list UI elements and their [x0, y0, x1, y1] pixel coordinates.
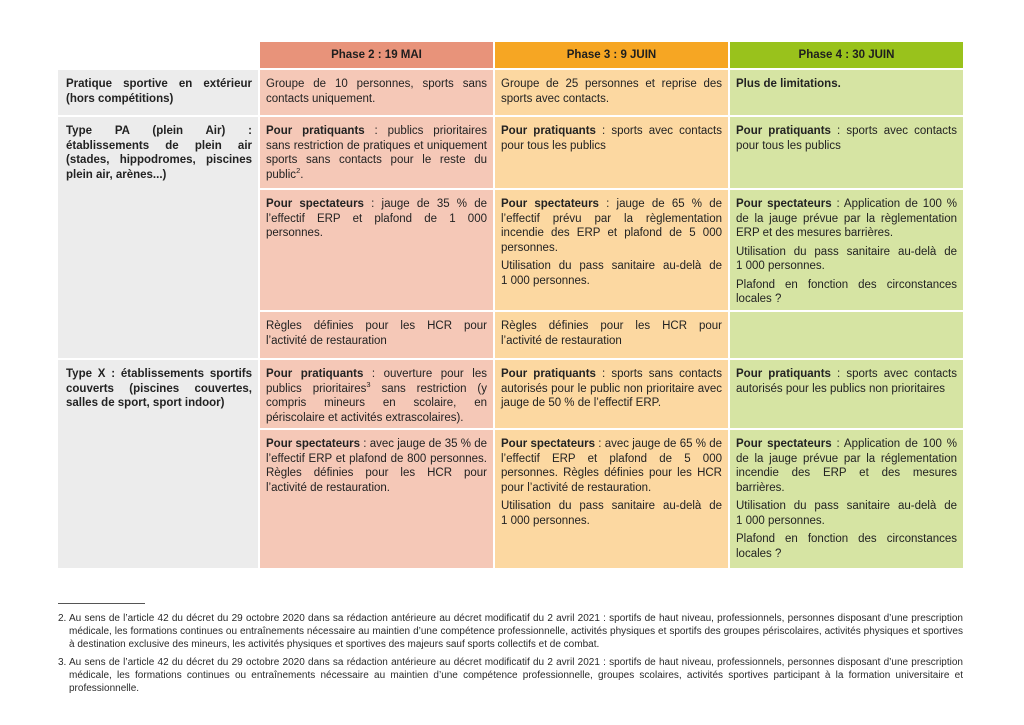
cell-paragraph: [501, 437, 722, 495]
cell-extra-text: Plafond en fonction des circonstances locales ?: [736, 278, 957, 305]
cell-paragraph: [266, 197, 487, 241]
cell-text: : Application de 100 % de la jauge prévue par la réglementation incendie des ERP et des mesures barrières.: [736, 438, 957, 494]
phases-table: [58, 42, 963, 568]
cell-lead: Pour spectateurs: [501, 198, 599, 210]
cell-text: : avec jauge de 35 % de l’effectif ERP et plafond de 800 personnes. Règles définies pour les HCR pour l’activité de restauration.: [266, 438, 488, 494]
cell-paragraph: [266, 437, 487, 495]
cell-x-pratiquants-phase3: [495, 360, 728, 428]
cell-extra-text: Utilisation du pass sanitaire au-delà de 1 000 personnes.: [736, 245, 957, 272]
cell-paragraph: [266, 124, 487, 182]
header-phase3: Phase 3 : 9 JUIN: [495, 42, 728, 68]
footnote-number: 2.: [58, 613, 67, 624]
cell-text: : Application de 100 % de la jauge prévue par la règlementation ERP et des mesures barrières.: [736, 198, 957, 239]
cell-x-spectateurs-phase3: [495, 430, 728, 568]
footnote-text: Au sens de l’article 42 du décret du 29 octobre 2020 dans sa rédaction antérieure au décret modificatif du 2 avril 2021 : sportifs de haut niveau, professionnels, personnes disposant d’une prescription médicale, les formations continues ou entraînements nécessaire au maintien d’une compétence professionnelle, activités physiques et sportifs des groupes périscolaires, activités physiques et sportives à destination exclusive des mineurs, les activités physiques et sportives des majeurs sauf sports collectifs et de combat.: [69, 613, 963, 650]
cell-lead: Pour spectateurs: [266, 438, 361, 450]
cell-text: Groupe de 25 personnes et reprise des sports avec contacts.: [501, 78, 722, 105]
cell-text: : sports avec contacts autorisés pour les publics non prioritaires: [736, 368, 957, 395]
cell-extra-text: Utilisation du pass sanitaire au-delà de 1 000 personnes.: [501, 500, 722, 527]
cell-lead: Pour pratiquants: [501, 125, 596, 137]
cell-x-pratiquants-phase4: [730, 360, 963, 428]
cell-pa-restauration-phase4-empty: [730, 312, 963, 358]
cell-paragraph: [736, 437, 957, 495]
cell-paragraph: [736, 197, 957, 241]
header-corner-empty: [58, 42, 258, 68]
cell-x-pratiquants-phase2: [260, 360, 493, 428]
cell-paragraph: [266, 367, 487, 425]
cell-paragraph: [736, 124, 957, 153]
header-phase4: Phase 4 : 30 JUIN: [730, 42, 963, 68]
cell-pa-pratiquants-phase4: [730, 117, 963, 188]
cell-text: : avec jauge de 65 % de l’effectif ERP et plafond de 5 000 personnes. Règles définies pour les HCR pour l’activité de restauration.: [501, 438, 723, 494]
footnotes: [58, 612, 963, 695]
cell-text: Règles définies pour les HCR pour l’activité de restauration: [266, 320, 487, 347]
cell-pa-restauration-phase2: [260, 312, 493, 358]
cell-pa-spectateurs-phase2: [260, 190, 493, 310]
cell-lead: Pour pratiquants: [266, 368, 364, 380]
cell-text: : sports avec contacts pour tous les publics: [501, 125, 722, 152]
footnote-text: Au sens de l’article 42 du décret du 29 octobre 2020 dans sa rédaction antérieure au décret modificatif du 2 avril 2021 : sportifs de haut niveau, professionnels, personnes disposant d’une prescription médicale, les formations continues ou entraînements nécessaire au maintien d’une compétence professionnelle, groupes scolaires, activités sportives participant à la formation universitaire et professionnelle.: [69, 657, 963, 694]
footnote-number: 3.: [58, 657, 67, 668]
cell-text: : publics prioritaires sans restriction de pratiques et uniquement sports sans contacts pour le reste du public: [266, 125, 487, 181]
cell-lead: Pour pratiquants: [501, 368, 596, 380]
footnote-3: [58, 656, 963, 695]
row-label-type-pa: [58, 117, 258, 358]
cell-text: Plus de limitations.: [736, 78, 841, 90]
cell-pa-pratiquants-phase2: [260, 117, 493, 188]
cell-paragraph: [736, 367, 957, 396]
cell-paragraph: [501, 124, 722, 153]
cell-text-end: .: [300, 168, 304, 181]
cell-pa-spectateurs-phase3: [495, 190, 728, 310]
footnote-2: [58, 612, 963, 651]
header-phase2: Phase 2 : 19 MAI: [260, 42, 493, 68]
cell-x-spectateurs-phase4: [730, 430, 963, 568]
cell-text: Règles définies pour les HCR pour l’activité de restauration: [501, 320, 722, 347]
cell-pa-pratiquants-phase3: [495, 117, 728, 188]
cell-outdoor-phase2: [260, 70, 493, 115]
cell-pa-spectateurs-phase4: [730, 190, 963, 310]
cell-text: : sports avec contacts pour tous les publics: [736, 125, 957, 152]
cell-text: : sports sans contacts autorisés pour le public non prioritaire avec jauge de 50 % de l’effectif ERP.: [501, 368, 722, 409]
cell-paragraph: [501, 197, 722, 255]
cell-x-spectateurs-phase2: [260, 430, 493, 568]
row-label-text: Pratique sportive en extérieur (hors compétitions): [66, 78, 252, 105]
cell-outdoor-phase3: [495, 70, 728, 115]
cell-text: : jauge de 35 % de l’effectif ERP et plafond de 1 000 personnes.: [266, 198, 488, 239]
row-label-outdoor: [58, 70, 258, 115]
footnote-ref: 2: [296, 166, 301, 176]
row-label-text: Type X : établissements sportifs couverts (piscines couvertes, salles de sport, sport indoor): [66, 368, 252, 409]
cell-extra-text: Plafond en fonction des circonstances locales ?: [736, 533, 957, 560]
cell-lead: Pour pratiquants: [736, 125, 831, 137]
cell-lead: Pour spectateurs: [266, 198, 364, 210]
row-label-text: Type PA (plein Air) : établissements de plein air (stades, hippodromes, piscines plein air, arènes...): [66, 125, 252, 181]
cell-lead: Pour pratiquants: [266, 125, 365, 137]
cell-lead: Pour spectateurs: [501, 438, 596, 450]
cell-lead: Pour spectateurs: [736, 198, 832, 210]
cell-text: : jauge de 65 % de l’effectif prévu par la règlementation incendie des ERP et plafond de 5 000 personnes.: [501, 198, 723, 254]
cell-text: : ouverture pour les publics prioritaires: [266, 368, 487, 395]
row-label-type-x: [58, 360, 258, 568]
cell-extra-text: Utilisation du pass sanitaire au-delà de 1 000 personnes.: [501, 260, 722, 287]
cell-extra-text: Utilisation du pass sanitaire au-delà de 1 000 personnes.: [736, 500, 957, 527]
cell-text-end: sans restriction (y compris mineurs en scolaire, en périscolaire et activités extrascolaires).: [266, 382, 487, 424]
cell-paragraph: [501, 367, 722, 411]
footnote-separator: [58, 603, 145, 604]
cell-outdoor-phase4: [730, 70, 963, 115]
footnote-ref: 3: [366, 380, 371, 390]
cell-lead: Pour spectateurs: [736, 438, 832, 450]
cell-lead: Pour pratiquants: [736, 368, 831, 380]
cell-text: Groupe de 10 personnes, sports sans contacts uniquement.: [266, 78, 487, 105]
cell-pa-restauration-phase3: [495, 312, 728, 358]
